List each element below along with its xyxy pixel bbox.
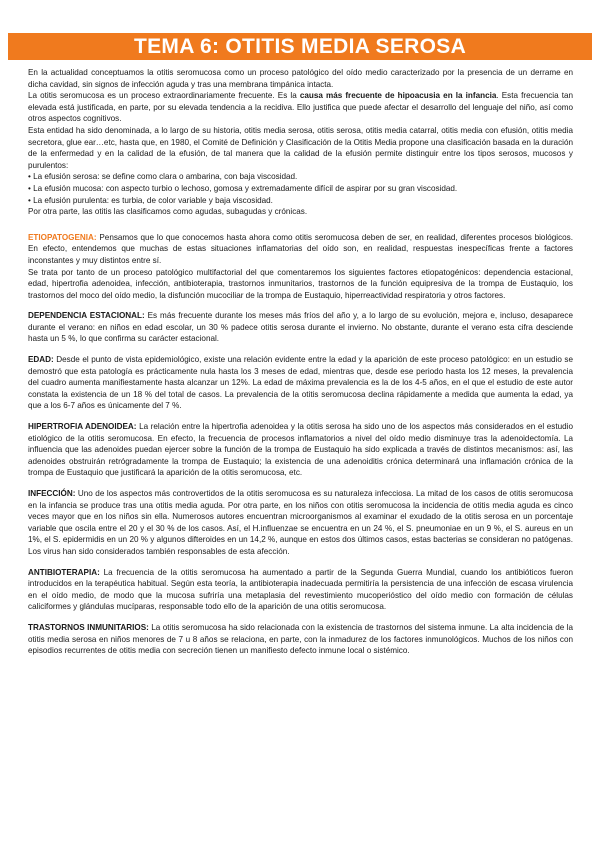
section-dependencia-estacional: DEPENDENCIA ESTACIONAL: Es más frecuente durante los meses más fríos del año y, a lo largo de su evolución, mejora e, incluso, desaparece durante el verano: en niños en edad escolar, un 30 % padece otitis serosa durante el invierno. No obstante, durante el verano esta cifra desciende hasta un 5 %, lo que confirma su carácter estacional. <box>28 311 573 344</box>
section-edad: EDAD: Desde el punto de vista epidemiológico, existe una relación evidente entre la edad y la aparición de este proceso patológico: en un estudio se demostró que esta patología es prácticamente nula hasta los 3 meses de edad, mientras que, desde ese periodo hasta los 12 meses, la prevalencia del cuadro aumenta manifiestamente hasta alcanzar un 12%. La edad de máxima prevalencia es la de los 4-5 años, en el que el estudio de este autor constata la existencia de un 18 % del total de casos. La prevalencia de la otitis seromucosa declina rápidamente a medida que aumenta la edad, ya que a los 6-7 años es únicamente del 7 %. <box>28 355 573 411</box>
section-paragraph: Se trata por tanto de un proceso patológico multifactorial del que comentaremos los siguientes factores etiopatogénicos: dependencia estacional, edad, hipertrofia adenoidea, infección, antibioterapia, trastornos inmunitarios, trastornos de la función equipresiva de la trompa de Eustaquio, los trastornos del moco del oído medio, la disfunción mucociliar de la trompa de Eustaquio, hiperreactividad respiratoria y otros factores. <box>28 267 573 300</box>
bullet-item: • La efusión mucosa: con aspecto turbio o lechoso, gomosa y extremadamente difícil de aspirar por su gran viscosidad. <box>28 183 458 193</box>
section-trastornos-inmunitarios: TRASTORNOS INMUNITARIOS: La otitis seromucosa ha sido relacionada con la existencia de trastornos del sistema inmune. La alta incidencia de la otitis media serosa en niños menores de 7 u 8 años se relaciona, en parte, con la inmadurez de los factores inmunológicos. Muchos de los niños con episodios recurrentes de otitis media con secreción tienen un manifiesto defecto inmune local o sistémico. <box>28 622 573 656</box>
intro-paragraph: En la actualidad conceptuamos la otitis seromucosa como un proceso patológico del oído medio caracterizado por la presencia de un derrame en dicha cavidad, sin signos de infección aguda y tras una membrana timpánica intacta. <box>28 68 573 89</box>
section-heading: TRASTORNOS INMUNITARIOS: <box>28 622 149 632</box>
page-title: TEMA 6: OTITIS MEDIA SEROSA <box>133 34 467 58</box>
section-heading: ETIOPATOGENIA: <box>28 232 97 242</box>
section-heading: INFECCIÓN: <box>28 489 76 498</box>
section-heading: HIPERTROFIA ADENOIDEA: <box>28 422 137 432</box>
section-heading: DEPENDENCIA ESTACIONAL: <box>28 311 145 321</box>
section-antibioterapia: ANTIBIOTERAPIA: La frecuencia de la otitis seromucosa ha aumentado a partir de la Segunda Guerra Mundial, cuando los antibióticos fueron introducidos en la terapéutica habitual. Según esta teoría, la antibioterapia inadecuada permitiría la persistencia de una infección de escasa virulencia en el oído medio, de modo que la mucosa sufriría una metaplasia del revestimiento mucoperióstico del oído medio con formación de células caliciformes y glándulas mucíparas, responsable todo ello de la aparición de una otitis seromucosa. <box>28 567 573 612</box>
section-hipertrofia-adenoidea: HIPERTROFIA ADENOIDEA: La relación entre la hipertrofia adenoidea y la otitis serosa ha sido uno de los aspectos más considerados en el estudio etiológico de la otitis seromucosa. En efecto, la frecuencia de procesos inflamatorios a nivel del oído medio disminuye tras la adenoidectomía. La influencia que las adenoides puedan ejercer sobre la función de la trompa de Eustaquio ha sido explicada a través de distintos mecanismos: así, las adenoides obstruirán retrógradamente la trompa de Eustaquio; la existencia de una adenoiditis crónica determinará una inflamación crónica de la trompa de Eustaquio que justificará la aparición de la otitis seromucosa, etc. <box>28 422 573 478</box>
title-banner <box>8 33 592 60</box>
bullet-item: • La efusión purulenta: es turbia, de color variable y baja viscosidad. <box>28 195 273 205</box>
key-phrase: causa más frecuente de hipoacusia en la infancia <box>299 91 497 101</box>
section-heading: EDAD: <box>28 355 54 365</box>
section-etiopatogenia: ETIOPATOGENIA: Pensamos que lo que conocemos hasta ahora como otitis seromucosa deben de ser, en realidad, diferentes procesos biológicos. En efecto, entendemos que muchas de estas situaciones inflamatorias del oído son, en realidad, respuestas inespecíficas frente a factores inconstantes y muy distintos entre sí. <box>28 232 573 265</box>
section-infeccion: INFECCIÓN: Uno de los aspectos más controvertidos de la otitis seromucosa es su naturaleza infecciosa. La mitad de los casos de otitis seromucosa en la infancia se produce tras una otitis media aguda. Por otra parte, en los niños con otitis seromucosa la incidencia de otitis media aguda es cinco veces mayor que en los niños sin ella. Numerosos autores encuentran microorganismos al examinar el exudado de la otitis serosa en un porcentaje variable que oscila entre el 20 y el 30 % de los casos. Así, el H.influenzae se encuentra en un 24 %, el S. pneumoniae en un 9 %, el S. aureus en un 1%, el S. epidermidis en un 20 % y algunos difteroides en un 14,2 %, aunque en estos dos últimos casos, estas bacterias se consideran no patógenas. Los virus han sido considerados también responsables de esta afección. <box>28 489 573 556</box>
intro-paragraph: Esta entidad ha sido denominada, a lo largo de su historia, otitis media serosa, otitis serosa, otitis media catarral, otitis media con efusión, otitis media secretora, glue ear…etc, hasta que, en 1980, el Comité de Definición y Clasificación de la Otitis Media propone una clasificación basada en la duración de la enfermedad y en la calidad de la efusión, de tal manera que la calidad de la efusión permite distinguir entre los tipos serosos, mucosos y purulentos: <box>28 125 573 170</box>
intro-paragraph: La otitis seromucosa es un proceso extraordinariamente frecuente. Es la causa más frecuente de hipoacusia en la infancia. Esta frecuencia tan elevada está justificada, en parte, por su elevada tendencia a la recidiva. Ello justifica que puede afectar el desarrollo del lenguaje del niño, así como otros aspectos cognitivos. <box>28 91 574 124</box>
section-heading: ANTIBIOTERAPIA: <box>28 567 100 577</box>
bullet-item: • La efusión serosa: se define como clara o ambarina, con baja viscosidad. <box>28 172 298 182</box>
intro-paragraph: Por otra parte, las otitis las clasificamos como agudas, subagudas y crónicas. <box>28 207 308 217</box>
document-body <box>28 67 573 657</box>
